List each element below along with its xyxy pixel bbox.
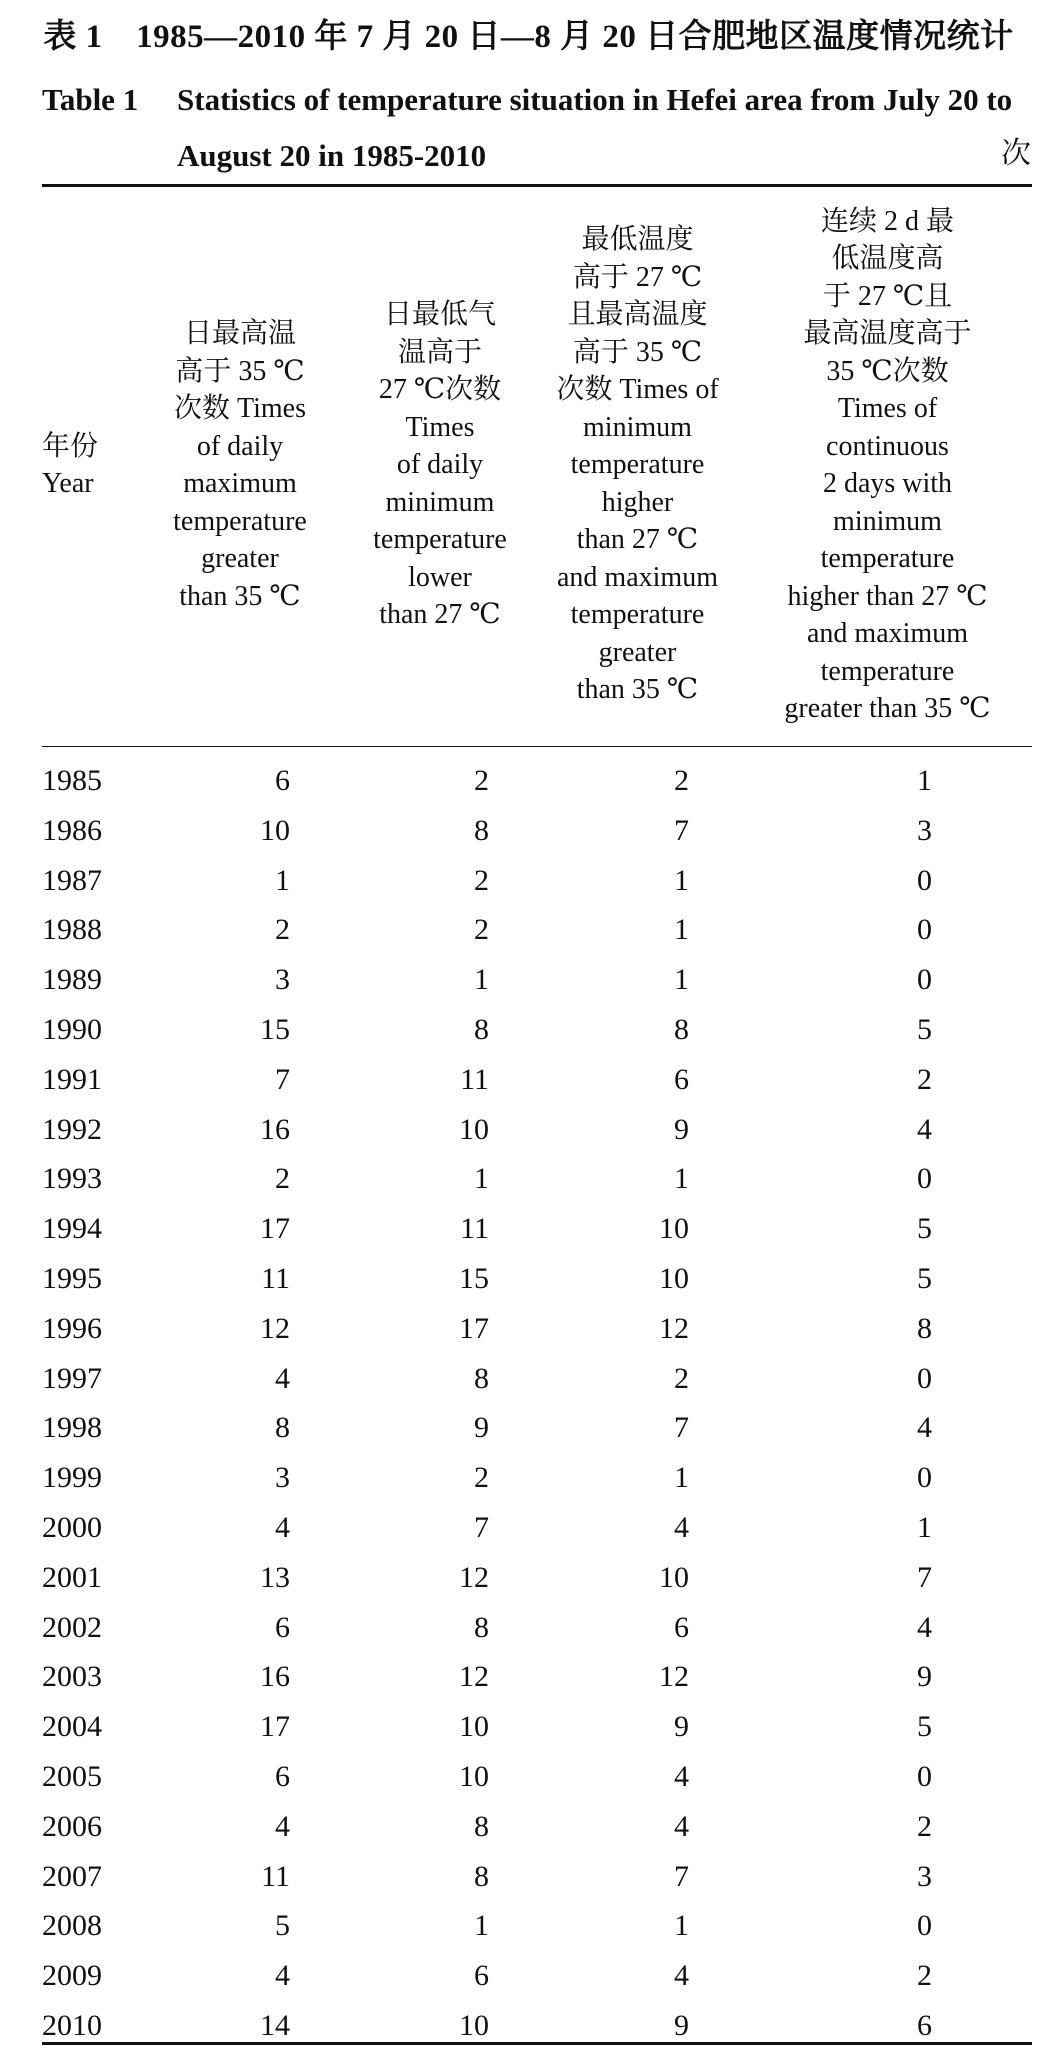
cell-min-and-max-count: 8 <box>674 1012 689 1046</box>
cell-min-and-max-count: 4 <box>674 1959 689 1993</box>
cell-year: 2009 <box>42 1959 102 1993</box>
cell-daily-max-count: 4 <box>275 1809 290 1843</box>
cell-year: 1987 <box>42 863 102 897</box>
cell-consecutive-count: 3 <box>917 1859 932 1893</box>
bottom-rule <box>42 2042 1032 2045</box>
cell-min-and-max-count: 1 <box>674 963 689 997</box>
cell-year: 1994 <box>42 1212 102 1246</box>
cell-year: 2010 <box>42 2008 102 2042</box>
header-line: 于 27 ℃且 <box>822 280 953 312</box>
cell-daily-max-count: 15 <box>260 1012 290 1046</box>
cell-year: 1996 <box>42 1311 102 1345</box>
cell-year: 1997 <box>42 1361 102 1395</box>
table-row <box>42 1204 1032 1254</box>
header-line: of daily <box>196 430 284 462</box>
header-line: and maximum <box>807 618 968 649</box>
cell-daily-max-count: 11 <box>261 1261 290 1295</box>
cell-daily-min-count: 2 <box>474 913 489 947</box>
cell-year: 2005 <box>42 1759 102 1793</box>
header-rule <box>42 746 1032 747</box>
cell-min-and-max-count: 10 <box>659 1560 689 1594</box>
cell-year: 1999 <box>42 1461 102 1495</box>
table-row <box>42 1503 1032 1553</box>
header-line: 高于 35 ℃ <box>175 355 305 387</box>
cell-min-and-max-count: 1 <box>674 1461 689 1495</box>
cell-consecutive-count: 0 <box>917 1361 932 1395</box>
cell-daily-min-count: 2 <box>474 764 489 797</box>
cell-consecutive-count: 8 <box>917 1311 932 1345</box>
cell-daily-max-count: 13 <box>260 1560 290 1594</box>
table-row <box>42 1154 1032 1204</box>
header-line: lower <box>408 561 472 593</box>
cell-min-and-max-count: 9 <box>674 1112 689 1146</box>
cell-year: 2003 <box>42 1660 102 1694</box>
cell-min-and-max-count: 9 <box>674 2008 689 2042</box>
cell-year: 2006 <box>42 1809 102 1843</box>
cell-daily-max-count: 12 <box>260 1311 290 1345</box>
unit-label: 次 <box>1001 137 1031 170</box>
header-line: 日最低气 <box>383 299 496 331</box>
header-line: Times of <box>837 393 938 424</box>
cell-consecutive-count: 9 <box>917 1660 932 1694</box>
cell-consecutive-count: 1 <box>917 764 932 797</box>
header-line: 27 ℃次数 <box>378 374 502 406</box>
header-year <box>42 190 130 740</box>
cell-consecutive-count: 6 <box>917 2008 932 2042</box>
table-body <box>42 756 1032 2051</box>
table-row <box>42 1603 1032 1653</box>
cell-year: 1988 <box>42 913 102 947</box>
cell-min-and-max-count: 10 <box>659 1212 689 1246</box>
header-col-daily-min-over-27 <box>350 190 530 740</box>
cell-daily-max-count: 10 <box>260 813 290 847</box>
cell-consecutive-count: 5 <box>917 1261 932 1295</box>
header-line: 35 ℃次数 <box>826 355 949 387</box>
cell-consecutive-count: 4 <box>917 1610 932 1644</box>
cell-daily-min-count: 1 <box>474 1909 489 1943</box>
cell-daily-max-count: 5 <box>275 1909 290 1943</box>
cell-daily-min-count: 10 <box>459 2008 489 2042</box>
cell-min-and-max-count: 4 <box>674 1510 689 1544</box>
cell-daily-max-count: 4 <box>275 1361 290 1395</box>
cell-daily-max-count: 3 <box>275 1461 290 1495</box>
header-line: 次数 Times of <box>556 374 719 406</box>
cell-daily-max-count: 16 <box>260 1112 290 1146</box>
header-line: temperature <box>820 543 955 574</box>
cell-consecutive-count: 3 <box>917 813 932 847</box>
table-row <box>42 1802 1032 1852</box>
cell-daily-max-count: 6 <box>275 1610 290 1644</box>
header-line: than 27 ℃ <box>576 524 699 556</box>
header-line: than 27 ℃ <box>379 599 501 631</box>
cell-consecutive-count: 5 <box>917 1710 932 1744</box>
header-col1-lines <box>173 315 307 615</box>
header-line: 日最高温 <box>183 318 296 349</box>
header-line: greater <box>201 543 279 574</box>
cell-daily-min-count: 1 <box>474 1162 489 1196</box>
header-line: Times <box>405 411 475 443</box>
table-row <box>42 955 1032 1005</box>
cell-daily-min-count: 8 <box>474 1610 489 1644</box>
cell-min-and-max-count: 1 <box>674 913 689 947</box>
cell-consecutive-count: 5 <box>917 1012 932 1046</box>
cell-min-and-max-count: 7 <box>674 1411 689 1445</box>
cell-year: 2001 <box>42 1560 102 1594</box>
cell-year: 2007 <box>42 1859 102 1893</box>
header-line: temperature <box>570 599 705 631</box>
header-line: greater <box>598 636 677 668</box>
cell-consecutive-count: 7 <box>917 1560 932 1594</box>
header-line: minimum <box>385 486 495 518</box>
cell-year: 2008 <box>42 1909 102 1943</box>
cell-daily-max-count: 6 <box>275 764 290 797</box>
cell-year: 1991 <box>42 1062 102 1096</box>
header-line: 连续 2 d 最 <box>820 205 954 237</box>
header-line: 高于 35 ℃ <box>572 336 703 368</box>
cell-consecutive-count: 0 <box>917 1759 932 1793</box>
table-row <box>42 905 1032 955</box>
cell-consecutive-count: 1 <box>917 1510 932 1544</box>
table-row <box>42 1951 1032 2001</box>
cell-min-and-max-count: 7 <box>674 813 689 847</box>
table-title-chinese: 表 1 1985—2010 年 7 月 20 日—8 月 20 日合肥地区温度情况统计 <box>43 19 1014 55</box>
cell-min-and-max-count: 6 <box>674 1062 689 1096</box>
cell-daily-min-count: 8 <box>474 1012 489 1046</box>
cell-year: 1993 <box>42 1162 102 1196</box>
header-col4-lines <box>784 203 990 728</box>
cell-daily-min-count: 11 <box>460 1062 489 1096</box>
cell-year: 2002 <box>42 1610 102 1644</box>
cell-daily-min-count: 7 <box>474 1510 489 1544</box>
table-row <box>42 1403 1032 1453</box>
header-col-daily-max-over-35 <box>150 190 330 740</box>
table-row <box>42 1652 1032 1702</box>
cell-year: 1990 <box>42 1012 102 1046</box>
cell-min-and-max-count: 1 <box>674 863 689 897</box>
cell-year: 2000 <box>42 1510 102 1544</box>
table-row <box>42 1453 1032 1503</box>
cell-min-and-max-count: 4 <box>674 1759 689 1793</box>
header-col-consecutive-2-days <box>760 190 1015 740</box>
header-col2-lines <box>373 296 507 634</box>
cell-min-and-max-count: 1 <box>674 1162 689 1196</box>
cell-min-and-max-count: 9 <box>674 1710 689 1744</box>
header-line: of daily <box>396 449 484 481</box>
cell-daily-max-count: 2 <box>275 913 290 947</box>
cell-daily-max-count: 4 <box>275 1510 290 1544</box>
cell-min-and-max-count: 12 <box>659 1311 689 1345</box>
cell-min-and-max-count: 6 <box>674 1610 689 1644</box>
header-line: minimum <box>833 505 942 537</box>
header-line: 高于 27 ℃ <box>572 261 703 293</box>
table-number-label: Table 1 <box>42 82 139 117</box>
table-row <box>42 1005 1032 1055</box>
cell-min-and-max-count: 7 <box>674 1859 689 1893</box>
cell-year: 1998 <box>42 1411 102 1445</box>
table-row <box>42 806 1032 856</box>
cell-daily-min-count: 11 <box>460 1212 489 1246</box>
cell-consecutive-count: 0 <box>917 1461 932 1495</box>
cell-daily-max-count: 2 <box>275 1162 290 1196</box>
cell-consecutive-count: 0 <box>917 863 932 897</box>
cell-daily-min-count: 10 <box>459 1710 489 1744</box>
cell-consecutive-count: 2 <box>917 1062 932 1096</box>
header-line: 2 days with <box>822 468 953 499</box>
header-col3-lines <box>556 221 718 709</box>
header-line: 低温度高 <box>831 243 944 274</box>
cell-min-and-max-count: 4 <box>674 1809 689 1843</box>
cell-min-and-max-count: 2 <box>674 764 689 797</box>
header-line: 年份 <box>42 430 99 462</box>
cell-daily-max-count: 7 <box>275 1062 290 1096</box>
table-row <box>42 1105 1032 1155</box>
cell-daily-min-count: 2 <box>474 1461 489 1495</box>
cell-daily-min-count: 6 <box>474 1959 489 1993</box>
cell-min-and-max-count: 12 <box>659 1660 689 1694</box>
header-line: temperature <box>820 655 955 687</box>
header-line: higher <box>601 486 674 518</box>
header-line: 且最高温度 <box>567 299 708 331</box>
cell-consecutive-count: 2 <box>917 1959 932 1993</box>
cell-daily-max-count: 17 <box>260 1710 290 1744</box>
cell-year: 1995 <box>42 1261 102 1295</box>
cell-consecutive-count: 0 <box>917 963 932 997</box>
table-title-english-text: Statistics of temperature situation in Hefei area from July 20 to August 20 in 1985-2010 <box>177 82 1013 173</box>
header-line: 温高于 <box>397 336 482 368</box>
cell-min-and-max-count: 1 <box>674 1909 689 1943</box>
cell-year: 1989 <box>42 963 102 997</box>
cell-daily-min-count: 10 <box>459 1759 489 1793</box>
cell-daily-min-count: 12 <box>459 1560 489 1594</box>
cell-daily-max-count: 6 <box>275 1759 290 1793</box>
cell-consecutive-count: 0 <box>917 913 932 947</box>
top-rule <box>42 184 1032 187</box>
header-line: greater than 35 ℃ <box>784 693 991 724</box>
header-line: than 35 ℃ <box>576 674 699 706</box>
cell-year: 1985 <box>42 764 102 797</box>
header-line: 最低温度 <box>581 224 694 256</box>
cell-daily-max-count: 11 <box>261 1859 290 1893</box>
header-line: and maximum <box>557 561 718 593</box>
cell-daily-min-count: 10 <box>459 1112 489 1146</box>
table-row <box>42 1702 1032 1752</box>
cell-year: 2004 <box>42 1710 102 1744</box>
header-line: higher than 27 ℃ <box>787 580 988 612</box>
table-row <box>42 1254 1032 1304</box>
header-line: minimum <box>583 411 692 443</box>
table-row <box>42 1752 1032 1802</box>
cell-daily-max-count: 17 <box>260 1212 290 1246</box>
table-row <box>42 756 1032 806</box>
cell-daily-min-count: 8 <box>474 1809 489 1843</box>
header-year-lines <box>42 428 98 503</box>
cell-daily-min-count: 17 <box>459 1311 489 1345</box>
table-row <box>42 1304 1032 1354</box>
cell-daily-min-count: 9 <box>474 1411 489 1445</box>
cell-daily-min-count: 8 <box>474 1859 489 1893</box>
cell-daily-min-count: 8 <box>474 813 489 847</box>
header-line: temperature <box>373 524 507 556</box>
cell-daily-min-count: 2 <box>474 863 489 897</box>
header-line: temperature <box>570 449 705 481</box>
header-line: 最高温度高于 <box>803 318 972 349</box>
cell-daily-min-count: 1 <box>474 963 489 997</box>
cell-consecutive-count: 0 <box>917 1162 932 1196</box>
cell-min-and-max-count: 2 <box>674 1361 689 1395</box>
table-row <box>42 1553 1032 1603</box>
cell-year: 1992 <box>42 1112 102 1146</box>
cell-daily-max-count: 3 <box>275 963 290 997</box>
header-line: continuous <box>826 430 949 462</box>
table-row <box>42 1901 1032 1951</box>
cell-daily-max-count: 14 <box>260 2008 290 2042</box>
header-line: than 35 ℃ <box>179 580 301 612</box>
cell-daily-max-count: 16 <box>260 1660 290 1694</box>
table-row <box>42 856 1032 906</box>
cell-year: 1986 <box>42 813 102 847</box>
cell-consecutive-count: 0 <box>917 1909 932 1943</box>
cell-daily-min-count: 12 <box>459 1660 489 1694</box>
header-line: maximum <box>183 468 297 499</box>
header-line: Year <box>42 468 94 499</box>
cell-daily-max-count: 4 <box>275 1959 290 1993</box>
cell-consecutive-count: 5 <box>917 1212 932 1246</box>
header-col-min-over-27-and-max-over-35 <box>535 190 740 740</box>
cell-daily-max-count: 1 <box>275 863 290 897</box>
header-line: temperature <box>173 505 307 537</box>
header-line: 次数 Times <box>173 393 306 424</box>
cell-daily-min-count: 8 <box>474 1361 489 1395</box>
table-row <box>42 1354 1032 1404</box>
table-row <box>42 1852 1032 1902</box>
cell-consecutive-count: 2 <box>917 1809 932 1843</box>
table-row <box>42 1055 1032 1105</box>
cell-daily-max-count: 8 <box>275 1411 290 1445</box>
cell-consecutive-count: 4 <box>917 1411 932 1445</box>
cell-consecutive-count: 4 <box>917 1112 932 1146</box>
cell-daily-min-count: 15 <box>459 1261 489 1295</box>
cell-min-and-max-count: 10 <box>659 1261 689 1295</box>
